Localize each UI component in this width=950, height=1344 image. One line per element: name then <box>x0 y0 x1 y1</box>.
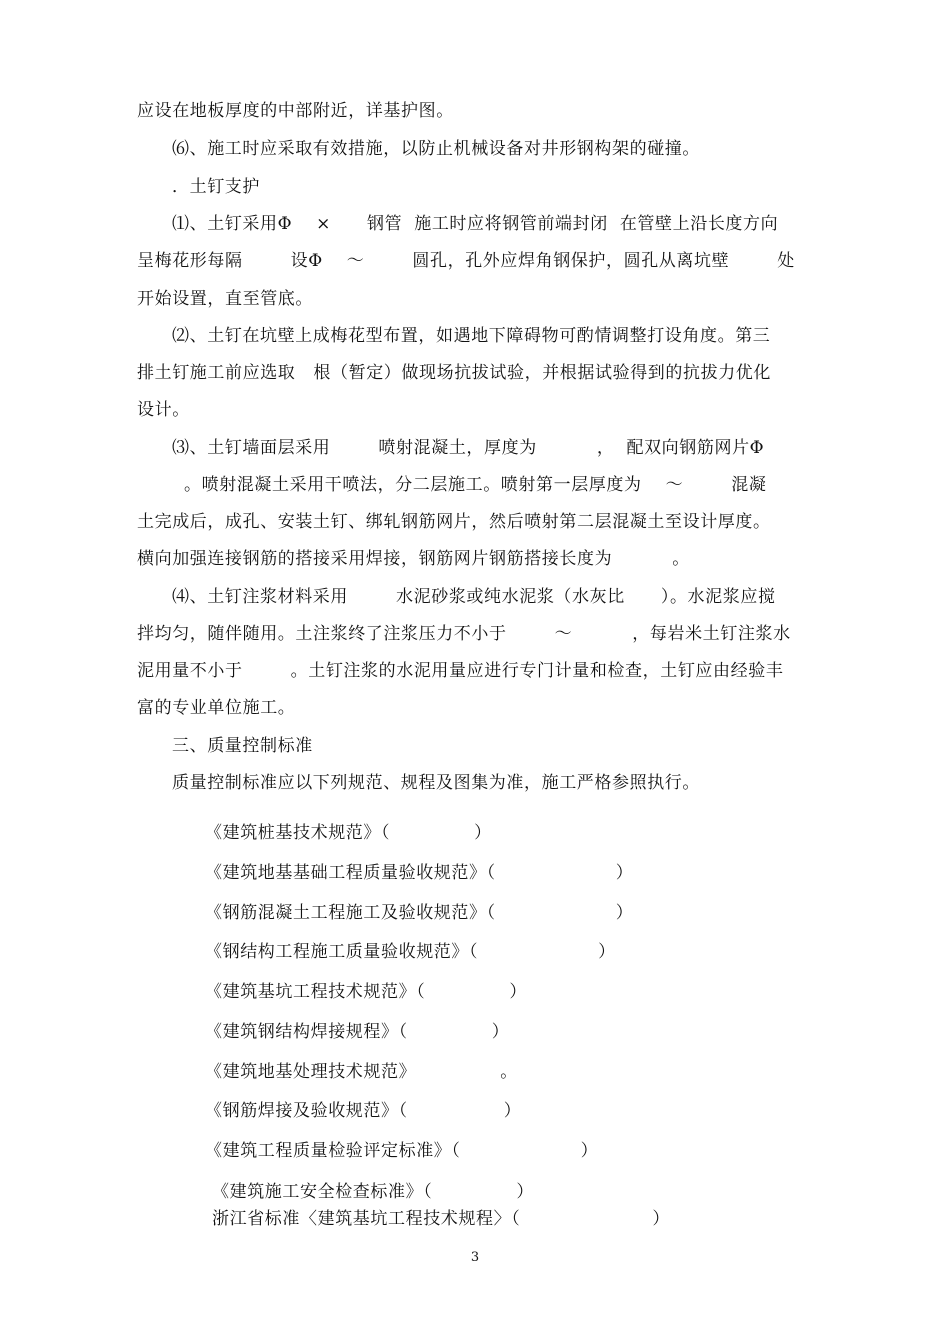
standard-item: 《建筑钢结构焊接规程》（ ） <box>205 1022 510 1042</box>
standard-item: 《建筑地基基础工程质量验收规范》（ ） <box>205 863 634 883</box>
page-number: 3 <box>470 1250 480 1265</box>
text-line-1: 应设在地板厚度的中部附近，详基护图。 <box>137 101 454 121</box>
text-line-4: ⑴、土钉采用Φ × 钢管 施工时应将钢管前端封闭 在管壁上沿长度方向 <box>172 214 779 234</box>
text-line-16: 泥用量不小于 。土钉注浆的水泥用量应进行专门计量和检查，土钉应由经验丰 <box>137 661 784 681</box>
section-heading-soil-nail: ．土钉支护 <box>172 177 260 197</box>
text-line-5: 呈梅花形每隔 设Φ ～ 圆孔，孔外应焊角钢保护，圆孔从离坑壁 处 <box>137 251 795 271</box>
text-line-10: ⑶、土钉墙面层采用 喷射混凝土，厚度为 ， 配双向钢筋网片Φ <box>172 438 765 458</box>
text-line-13: 横向加强连接钢筋的搭接采用焊接，钢筋网片钢筋搭接长度为 。 <box>137 549 690 569</box>
standard-item: 《钢结构工程施工质量验收规范》（ ） <box>205 942 616 962</box>
text-line-8: 排土钉施工前应选取 根（暂定）做现场抗拔试验，并根据试验得到的抗拔力优化 <box>137 363 772 383</box>
text-line-14: ⑷、土钉注浆材料采用 水泥砂浆或纯水泥浆（水灰比 ）。水泥浆应搅 <box>172 587 776 607</box>
standard-item: 《建筑地基处理技术规范》 。 <box>205 1062 518 1082</box>
standard-item: 《建筑基坑工程技术规范》（ ） <box>205 982 527 1002</box>
standard-item: 浙江省标准〈建筑基坑工程技术规程〉（ ） <box>212 1209 670 1229</box>
section-heading-quality: 三、质量控制标准 <box>172 736 313 756</box>
text-line-17: 富的专业单位施工。 <box>137 698 296 718</box>
text-line-15: 拌均匀，随伴随用。土注浆终了注浆压力不小于 ～ ，每岩米土钉注浆水 <box>137 624 791 644</box>
standard-item: 《建筑工程质量检验评定标准》（ ） <box>205 1141 599 1161</box>
text-line-9: 设计。 <box>137 400 190 420</box>
text-line-19: 质量控制标准应以下列规范、规程及图集为准，施工严格参照执行。 <box>172 773 700 793</box>
standard-item: 《钢筋混凝土工程施工及验收规范》（ ） <box>205 903 634 923</box>
text-line-2: ⑹、施工时应采取有效措施，以防止机械设备对井形钢构架的碰撞。 <box>172 139 700 159</box>
text-line-6: 开始设置，直至管底。 <box>137 289 313 309</box>
standard-item: 《钢筋焊接及验收规范》（ ） <box>205 1101 522 1121</box>
standard-item: 《建筑施工安全检查标准》（ ） <box>212 1182 534 1202</box>
text-line-12: 土完成后，成孔、安装土钉、绑轧钢筋网片，然后喷射第二层混凝土至设计厚度。 <box>137 512 771 532</box>
text-line-7: ⑵、土钉在坑壁上成梅花型布置，如遇地下障碍物可酌情调整打设角度。第三 <box>172 326 771 346</box>
standard-item: 《建筑桩基技术规范》（ ） <box>205 823 492 843</box>
text-line-11: 。喷射混凝土采用干喷法，分二层施工。喷射第一层厚度为 ～ 混凝 <box>172 475 767 495</box>
